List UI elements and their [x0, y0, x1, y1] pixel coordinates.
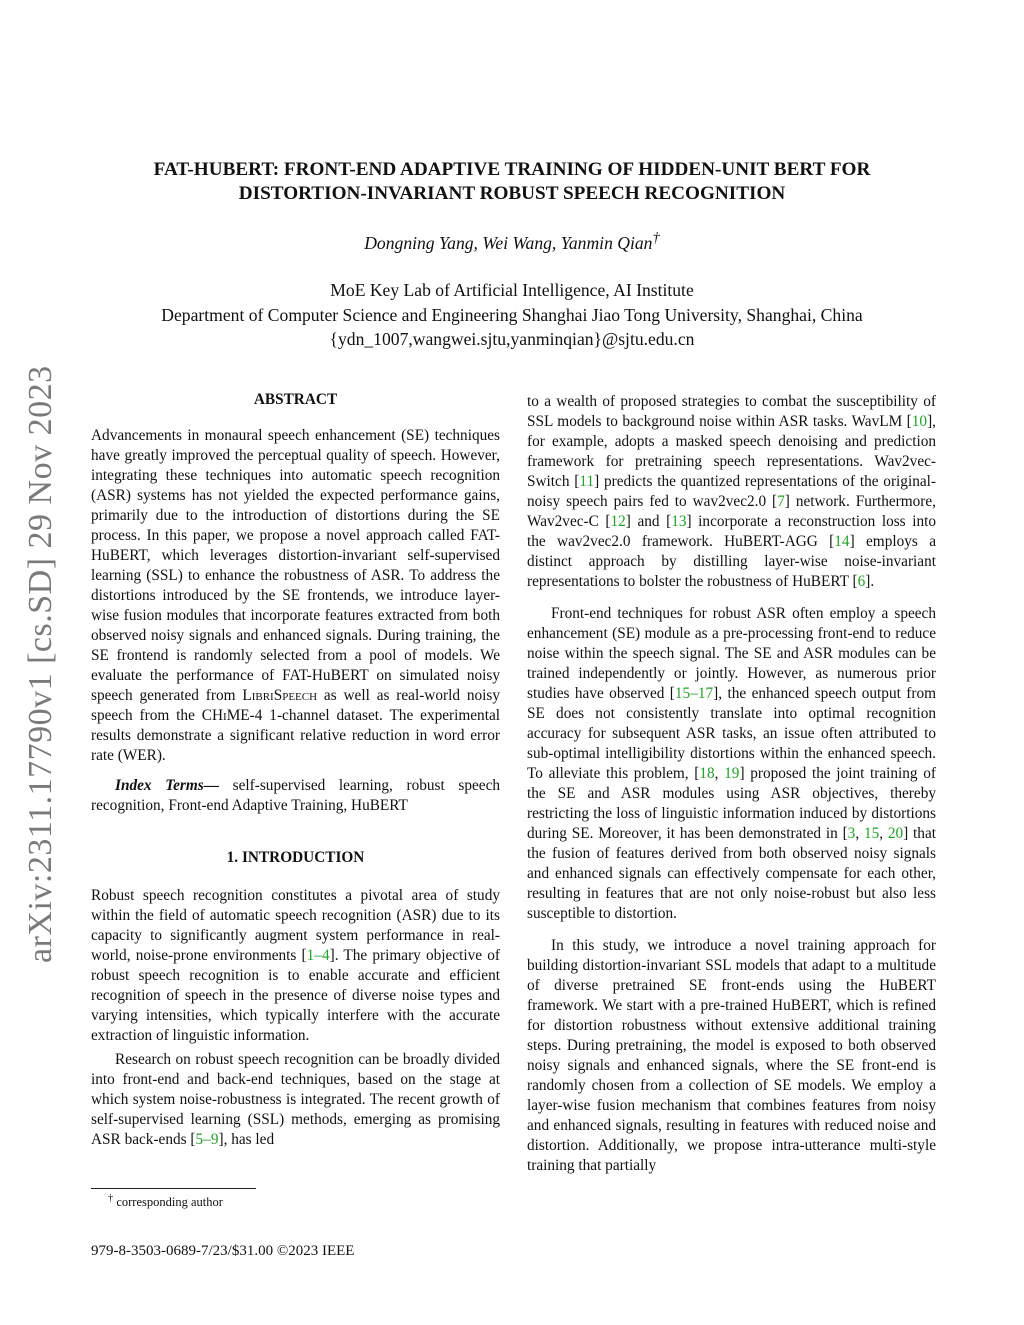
- citation-link[interactable]: 3: [847, 825, 856, 842]
- right-paragraph-1: [527, 392, 936, 592]
- dataset-librispeech: LibriSpeech: [242, 687, 318, 704]
- right-paragraph-2: [527, 604, 936, 924]
- footnote-text: corresponding author: [113, 1195, 223, 1210]
- author-emails: {ydn_1007,wangwei.sjtu,yanminqian}@sjtu.edu.cn: [329, 329, 695, 349]
- citation-link[interactable]: 6: [857, 573, 866, 590]
- abstract-heading: ABSTRACT: [253, 391, 338, 408]
- author-list: [0, 230, 1024, 254]
- author-names: Dongning Yang, Wei Wang, Yanmin Qian: [364, 232, 653, 253]
- index-terms-label: Index Terms—: [115, 777, 220, 794]
- citation-link[interactable]: 20: [887, 825, 904, 842]
- body-text: ] incorporate a reconstruction loss into the wav2vec2.0 framework. HuBERT-AGG [: [527, 513, 936, 550]
- body-text: ] employs a distinct approach by distilling layer-wise noise-invariant representations to bolster the robustness of HuBERT [: [527, 533, 936, 590]
- intro-text: ], has led: [218, 1131, 275, 1148]
- body-text: ] proposed the joint training of the SE and ASR modules using ASR objectives, thereby restricting the loss of linguistic information induced by distortions during SE. Moreover, it has been demonstrated in [: [527, 765, 936, 842]
- citation-link[interactable]: 1–4: [306, 947, 330, 964]
- intro-text: ]. The primary objective of robust speech recognition is to enable accurate and efficient recognition of speech in the presence of diverse noise types and varying intensities, which typically interfere with the accurate extraction of linguistic information.: [91, 947, 501, 1044]
- citation-separator: ,: [855, 825, 864, 842]
- body-text: ] that the fusion of features derived from both observed noisy signals and enhanced signals can effectively compensate for each other, resulting in features that are not only noise-robust but also less susceptible to distortion.: [527, 825, 936, 922]
- body-text: ] predicts the quantized representations of the original-noisy speech pairs fed to wav2vec2.0 [: [527, 473, 936, 510]
- intro-paragraph-2: [91, 1050, 500, 1150]
- citation-separator: ,: [879, 825, 888, 842]
- affiliation-lab: MoE Key Lab of Artificial Intelligence, AI Institute: [330, 280, 694, 300]
- footnote-divider: [91, 1188, 256, 1189]
- citation-link[interactable]: 7: [777, 493, 785, 510]
- author-dagger: †: [652, 230, 660, 246]
- citation-separator: ,: [714, 765, 725, 782]
- citation-link[interactable]: 12: [610, 513, 626, 530]
- footnote-dagger: †: [108, 1193, 114, 1204]
- affiliation-block: [0, 278, 1024, 352]
- intro-text: Robust speech recognition constitutes a pivotal area of study within the field of automatic speech recognition (ASR) due to its capacity to significantly augment system performance in real-world, noise-prone environments [: [91, 887, 500, 964]
- affiliation-department: Department of Computer Science and Engineering Shanghai Jiao Tong University, Shanghai, China: [161, 304, 863, 325]
- dataset-chime: [202, 707, 250, 724]
- chime-part: ME: [226, 707, 250, 724]
- chime-part: i: [223, 707, 227, 724]
- body-text: ], for example, adopts a masked speech denoising and prediction framework for pretraining speech representations. Wav2vec-Switch [: [527, 413, 936, 490]
- index-terms: [91, 776, 500, 816]
- paper-title: FAT-HUBERT: FRONT-END ADAPTIVE TRAINING OF HIDDEN-UNIT BERT FOR DISTORTION-INVARIANT ROBUST SPEECH RECOGNITION: [153, 159, 871, 204]
- citation-link[interactable]: 14: [834, 533, 850, 550]
- left-column: [91, 390, 500, 1150]
- citation-link[interactable]: 19: [724, 765, 740, 782]
- citation-link[interactable]: 11: [579, 473, 595, 490]
- citation-link[interactable]: 5–9: [195, 1131, 219, 1148]
- intro-text: Research on robust speech recognition can be broadly divided into front-end and back-end techniques, based on the stage at which system noise-robustness is integrated. The recent growth of self-supervised learning (SSL) methods, emerging as promising ASR back-ends [: [91, 1051, 500, 1148]
- copyright-line: 979-8-3503-0689-7/23/$31.00 ©2023 IEEE: [91, 1243, 355, 1259]
- arxiv-identifier: arXiv:2311.17790v1 [cs.SD] 29 Nov 2023: [22, 365, 59, 963]
- footnote: [108, 1193, 223, 1210]
- citation-link[interactable]: 15: [863, 825, 880, 842]
- intro-paragraph-1: [91, 886, 500, 1046]
- chime-part: CH: [201, 707, 224, 724]
- body-text: ] network. Furthermore, Wav2vec-C [: [527, 493, 937, 530]
- abstract-text-part: as well as real-world noisy speech from the: [91, 687, 500, 724]
- abstract-text: [91, 426, 500, 766]
- abstract-text-part: Advancements in monaural speech enhancement (SE) techniques have greatly improved the perceptual quality of speech. However, integrating these techniques into automatic speech recognition (ASR) systems has not yielded the expected performance gains, primarily due to the introduction of distortions during the SE process. In this paper, we propose a novel approach called FAT-HuBERT, which leverages distortion-invariant self-supervised learning (SSL) to enhance the robustness of ASR. To address the distortions introduced by the SE frontends, we introduce layer-wise fusion modules that incorporate features extracted from both observed noisy signals and enhanced signals. During training, the SE frontend is randomly selected from a pool of models. We evaluate the performance of FAT-HuBERT on simulated noisy speech generated from: [91, 427, 500, 704]
- citation-link[interactable]: 18: [699, 765, 715, 782]
- body-text: ].: [865, 573, 875, 590]
- right-paragraph-3: In this study, we introduce a novel training approach for building distortion-invariant SSL models that adapt to a multitude of diverse pretrained SE front-ends using the HuBERT framework. We start with a pre-trained HuBERT, which is refined for distortion robustness without extensive additional training steps. During pretraining, the model is exposed to both observed noisy signals and enhanced signals, where the SE front-end is randomly chosen from a collection of SE models. We employ a layer-wise fusion mechanism that combines features from noisy and enhanced signals, resulting in features with reduced noise and distortion. Additionally, we propose intra-utterance multi-style training that partially: [527, 937, 936, 1174]
- body-text: Front-end techniques for robust ASR often employ a speech enhancement (SE) module as a pre-processing front-end to reduce noise within the speech signal. The SE and ASR modules can be trained independently or jointly. However, as numerous prior studies have observed [: [527, 605, 936, 702]
- citation-link[interactable]: 13: [671, 513, 687, 530]
- abstract-text-part: -4 1-channel dataset. The experimental results demonstrate a significant relative reduction in word error rate (WER).: [91, 707, 500, 764]
- right-column: [527, 392, 936, 1176]
- body-text: ], the enhanced speech output from SE does not consistently translate into optimal recognition accuracy for subsequent ASR tasks, an issue often attributed to sub-optimal intelligibility distortions within the enhanced speech. To alleviate this problem, [: [527, 685, 936, 782]
- body-text: ] and [: [625, 513, 672, 530]
- body-text: to a wealth of proposed strategies to combat the susceptibility of SSL models to background noise within ASR tasks. WavLM [: [527, 393, 936, 430]
- citation-link[interactable]: 15–17: [674, 685, 714, 702]
- citation-link[interactable]: 10: [911, 413, 928, 430]
- index-terms-text: self-supervised learning, robust speech recognition, Front-end Adaptive Training, HuBERT: [91, 777, 501, 814]
- introduction-heading: 1. INTRODUCTION: [226, 849, 365, 866]
